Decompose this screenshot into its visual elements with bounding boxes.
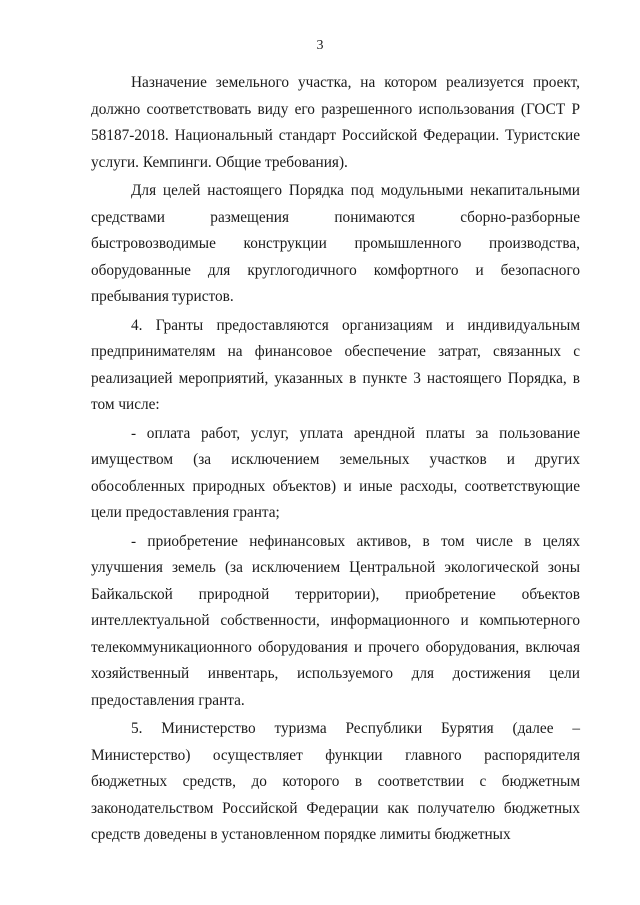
paragraph-ministry-item-5: 5. Министерство туризма Республики Бурятия (далее – Министерство) осуществляет функции главного распорядителя бюджетных средств, до которого в соответствии с бюджетным законодательством Российской Федерации как получателю бюджетных средств доведены в установленном порядке лимиты бюджетных [91, 720, 580, 843]
paragraph-grants-item-4: 4. Гранты предоставляются организациям и индивидуальным предпринимателям на финансовое обеспечение затрат, связанных с реализацией мероприятий, указанных в пункте 3 настоящего Порядка, в том числе: [91, 316, 580, 413]
paragraph-modular-definition: Для целей настоящего Порядка под модульными некапитальными средствами размещения понимаются сборно-разборные быстровозводимые конструкции промышленного производства, оборудованные для круглогодичного комфортного и безопасного пребывания туристов. [91, 182, 580, 305]
paragraph-list-item-assets: - приобретение нефинансовых активов, в том числе в целях улучшения земель (за исключением Центральной экологической зоны Байкальской природной территории), приобретение объектов интеллектуальной собственности, информационного и компьютерного телекоммуникационного оборудования и прочего оборудования, включая хозяйственный инвентарь, используемого для достижения цели предоставления гранта. [91, 532, 580, 709]
paragraph-land-purpose: Назначение земельного участка, на котором реализуется проект, должно соответствовать виду его разрешенного использования (ГОСТ Р 58187-2018. Национальный стандарт Российской Федерации. Туристские услуги. Кемпинги. Общие требования). [91, 74, 580, 171]
paragraph-list-item-payments: - оплата работ, услуг, уплата арендной платы за пользование имуществом (за исключением земельных участков и других обособленных природных объектов) и иные расходы, соответствующие цели предоставления гранта; [91, 424, 580, 521]
page-number: 3 [316, 38, 324, 53]
document-body [91, 70, 580, 851]
